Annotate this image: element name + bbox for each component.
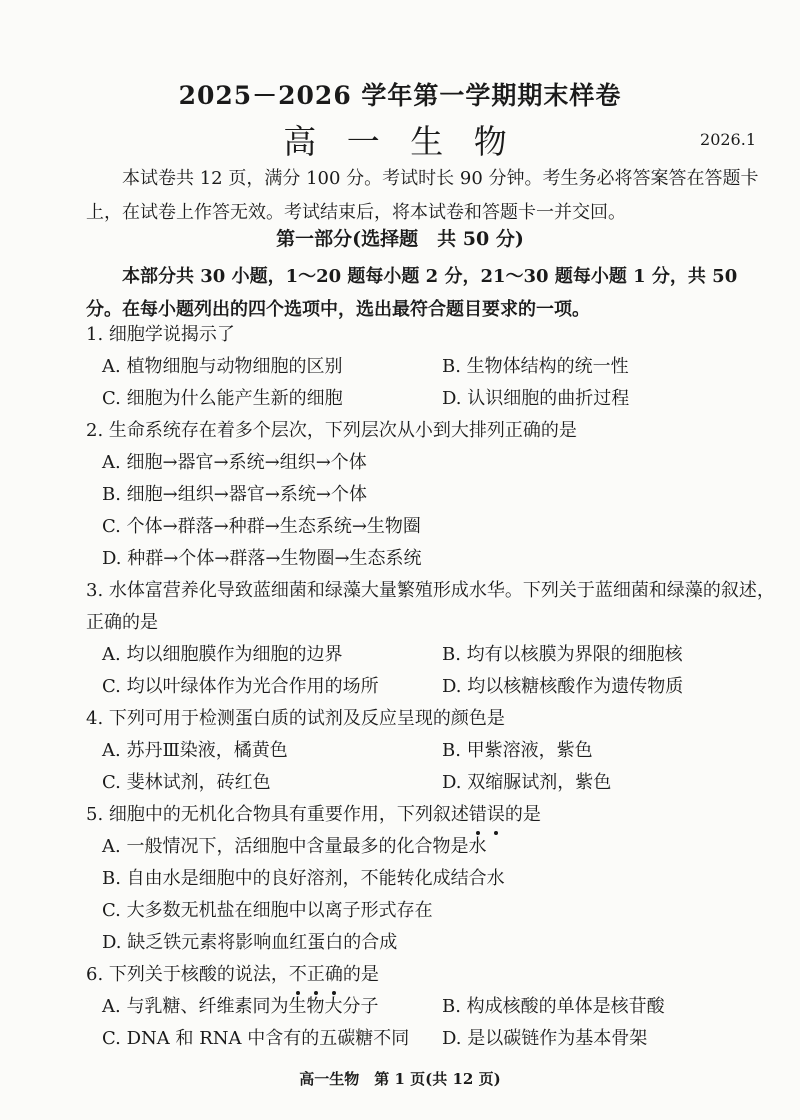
section-title: 第一部分(选择题 共 50 分) — [276, 228, 524, 250]
question-stem: 3. 水体富营养化导致蓝细菌和绿藻大量繁殖形成水华。下列关于蓝细菌和绿藻的叙述，正确的是 — [86, 580, 775, 633]
option-a: A. 均以细胞膜作为细胞的边界 — [102, 644, 343, 665]
stem-text-end: 的是 — [504, 804, 541, 825]
option-b: B. 细胞→组织→器官→系统→个体 — [102, 484, 367, 505]
option-a: A. 细胞→器官→系统→组织→个体 — [102, 452, 367, 473]
option-b: B. 自由水是细胞中的良好溶剂，不能转化成结合水 — [102, 868, 505, 889]
subject-title: 高 一 生 物 — [283, 122, 517, 161]
exam-instructions: 本试卷共 12 页，满分 100 分。考试时长 90 分钟。考生务必将答案答在答题卡上，在试卷上作答无效。考试结束后，将本试卷和答题卡一并交回。 — [86, 168, 759, 223]
option-b: B. 均有以核膜为界限的细胞核 — [442, 644, 683, 665]
option-c: C. 均以叶绿体作为光合作用的场所 — [102, 676, 379, 697]
question-stem: 4. 下列可用于检测蛋白质的试剂及反应呈现的颜色是 — [86, 708, 505, 729]
question-stem: 2. 生命系统存在着多个层次，下列层次从小到大排列正确的是 — [86, 420, 577, 441]
emphasis-dot-2: 误 — [487, 799, 505, 831]
question-list — [86, 319, 786, 1055]
option-b: B. 构成核酸的单体是核苷酸 — [442, 996, 665, 1017]
option-b: B. 生物体结构的统一性 — [442, 356, 629, 377]
stem-text-end: 的是 — [342, 964, 379, 985]
emphasis-dot-3: 确 — [325, 959, 343, 991]
section-rule: 本部分共 30 小题，1～20 题每小题 2 分，21～30 题每小题 1 分，共 50 分。在每小题列出的四个选项中，选出最符合题目要求的一项。 — [86, 266, 738, 320]
option-a: A. 植物细胞与动物细胞的区别 — [102, 356, 343, 377]
option-c: C. 个体→群落→种群→生态系统→生物圈 — [102, 516, 421, 537]
question-3 — [86, 575, 786, 703]
exam-date: 2026.1 — [700, 130, 756, 149]
option-c: C. DNA 和 RNA 中含有的五碳糖不同 — [102, 1028, 410, 1049]
option-d: D. 缺乏铁元素将影响血红蛋白的合成 — [102, 932, 398, 953]
option-c: C. 大多数无机盐在细胞中以离子形式存在 — [102, 900, 433, 921]
option-a: A. 苏丹Ⅲ染液，橘黄色 — [102, 740, 288, 761]
emphasis-dot-1: 错 — [469, 799, 487, 831]
option-c: C. 斐林试剂，砖红色 — [102, 772, 271, 793]
question-stem — [86, 959, 786, 991]
question-2 — [86, 415, 786, 575]
question-stem — [86, 799, 786, 831]
stem-text: 5. 细胞中的无机化合物具有重要作用，下列叙述 — [86, 804, 469, 825]
exam-title: 2025－2026 学年第一学期期末样卷 — [178, 81, 622, 110]
option-a: A. 一般情况下，活细胞中含量最多的化合物是水 — [102, 836, 487, 857]
question-4 — [86, 703, 786, 799]
option-d: D. 是以碳链作为基本骨架 — [442, 1028, 648, 1049]
emphasis-dot-1: 不 — [289, 959, 307, 991]
option-d: D. 均以核糖核酸作为遗传物质 — [442, 676, 684, 697]
option-b: B. 甲紫溶液，紫色 — [442, 740, 593, 761]
question-6 — [86, 959, 786, 1055]
option-d: D. 认识细胞的曲折过程 — [442, 388, 630, 409]
question-stem: 1. 细胞学说揭示了 — [86, 324, 235, 345]
option-a: A. 与乳糖、纤维素同为生物大分子 — [102, 996, 379, 1017]
question-1 — [86, 319, 786, 415]
emphasis-dot-2: 正 — [307, 959, 325, 991]
option-c: C. 细胞为什么能产生新的细胞 — [102, 388, 343, 409]
stem-text: 6. 下列关于核酸的说法， — [86, 964, 289, 985]
option-d: D. 种群→个体→群落→生物圈→生态系统 — [102, 548, 422, 569]
page-footer: 高一生物 第 1 页(共 12 页) — [299, 1070, 501, 1088]
question-5 — [86, 799, 786, 959]
option-d: D. 双缩脲试剂，紫色 — [442, 772, 612, 793]
